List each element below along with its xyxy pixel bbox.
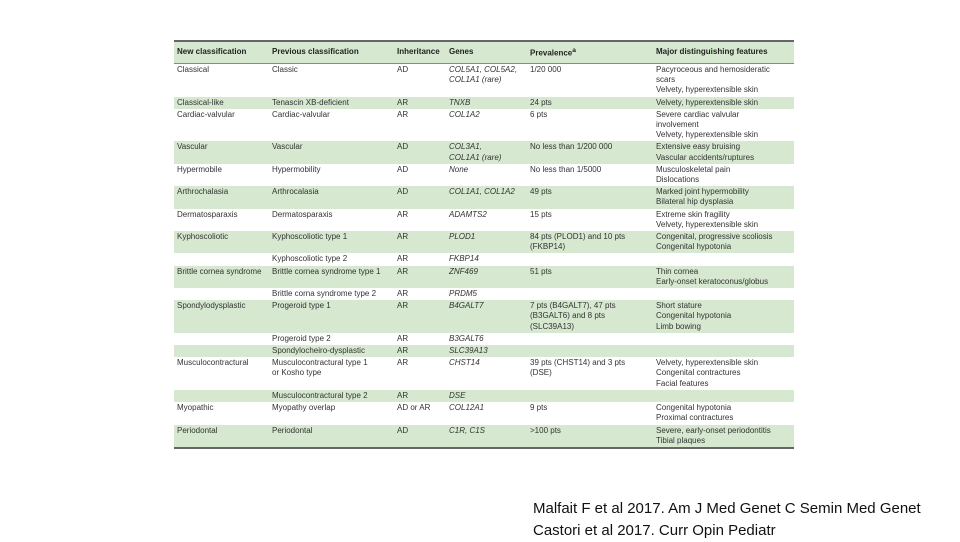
table-row <box>174 164 794 186</box>
cell-inheritance: AR <box>397 254 409 264</box>
cell-prevalence: 49 pts <box>527 186 653 208</box>
table-row <box>174 64 794 97</box>
citation-line-2: Castori et al 2017. Curr Opin Pediatr <box>533 522 776 539</box>
table-row <box>174 357 794 390</box>
cell-inheritance: AR <box>397 289 409 299</box>
cell-prevalence <box>527 345 653 357</box>
cell-prevalence <box>527 288 653 300</box>
cell-inheritance: AR <box>397 109 409 119</box>
cell-features <box>653 345 794 357</box>
cell-genes: COL12A1 <box>449 403 485 413</box>
table-header-row <box>174 41 794 64</box>
cell-inheritance: AR <box>397 333 409 343</box>
cell-features: Extreme skin fragility Velvety, hyperextensible skin <box>656 209 759 229</box>
cell-previous-classification: Classic <box>272 65 298 74</box>
header-new-classification: New classification <box>174 41 269 64</box>
cell-prevalence: 9 pts <box>530 403 548 413</box>
cell-features: Musculoskeletal pain Dislocations <box>656 164 731 185</box>
cell-inheritance: AR <box>394 300 446 333</box>
cell-features <box>653 288 794 300</box>
prevalence-footnote-marker: a <box>572 47 576 55</box>
classification-table <box>174 40 794 449</box>
cell-previous-classification: Myopathy overlap <box>272 403 336 413</box>
table-row <box>174 390 794 402</box>
cell-features: Velvety, hyperextensible skin <box>653 97 794 109</box>
cell-prevalence: No less than 1/200 000 <box>527 141 653 163</box>
cell-new-classification: Brittle cornea syndrome <box>174 266 269 288</box>
cell-inheritance: AD <box>394 141 446 163</box>
cell-inheritance: AD or AR <box>397 403 431 413</box>
cell-features: Severe cardiac valvular involvement Velvety, hyperextensible skin <box>656 109 759 140</box>
cell-genes: None <box>449 164 469 174</box>
cell-new-classification: Kyphoscoliotic <box>174 231 269 253</box>
cell-genes: COL3A1, COL1A1 (rare) <box>446 141 527 163</box>
cell-genes: CHST14 <box>449 358 480 368</box>
cell-previous-classification: Kyphoscoliotic type 2 <box>272 254 348 264</box>
cell-prevalence: 7 pts (B4GALT7), 47 pts (B3GALT6) and 8 pts (SLC39A13) <box>527 300 653 333</box>
cell-inheritance: AR <box>394 390 446 402</box>
cell-genes: TNXB <box>446 97 527 109</box>
cell-genes: PRDM5 <box>449 289 478 299</box>
table-row <box>174 345 794 357</box>
cell-genes: ZNF469 <box>446 266 527 288</box>
header-genes: Genes <box>446 41 527 64</box>
cell-previous-classification: Vascular <box>269 141 394 163</box>
cell-prevalence: No less than 1/5000 <box>530 164 602 174</box>
cell-previous-classification: Brittle corna syndrome type 2 <box>272 289 377 299</box>
cell-prevalence: 15 pts <box>530 209 552 219</box>
table-row <box>174 266 794 288</box>
cell-previous-classification: Dermatosparaxis <box>272 209 333 219</box>
cell-features: Extensive easy bruising Vascular accidents/ruptures <box>653 141 794 163</box>
cell-new-classification: Spondylodysplastic <box>174 300 269 333</box>
cell-inheritance: AR <box>394 97 446 109</box>
cell-new-classification: Dermatosparaxis <box>177 209 238 219</box>
table-row <box>174 97 794 109</box>
cell-prevalence <box>527 253 653 265</box>
cell-previous-classification: Tenascin XB-deficient <box>269 97 394 109</box>
cell-previous-classification: Progeroid type 2 <box>272 333 331 343</box>
header-major-features: Major distinguishing features <box>653 41 794 64</box>
table-row <box>174 109 794 142</box>
cell-features: Congenital hypotonia Proximal contractures <box>656 403 734 423</box>
cell-previous-classification: Spondylocheiro-dysplastic <box>269 345 394 357</box>
table-body <box>174 64 794 448</box>
cell-genes: FKBP14 <box>449 254 479 264</box>
cell-genes: COL5A1, COL5A2, COL1A1 (rare) <box>449 65 518 85</box>
cell-inheritance: AD <box>397 65 409 74</box>
header-previous-classification: Previous classification <box>269 41 394 64</box>
cell-inheritance: AR <box>397 209 409 219</box>
cell-features: Velvety, hyperextensible skin Congenital contractures Facial features <box>656 358 759 388</box>
table-row <box>174 300 794 333</box>
table-row <box>174 402 794 424</box>
cell-prevalence: 6 pts <box>530 109 548 119</box>
table-row <box>174 425 794 448</box>
cell-previous-classification: Cardiac-valvular <box>272 109 330 119</box>
table-row <box>174 231 794 253</box>
cell-prevalence <box>527 390 653 402</box>
cell-features <box>653 253 794 265</box>
cell-genes: C1R, C1S <box>446 425 527 448</box>
cell-inheritance: AD <box>397 164 409 174</box>
cell-features: Congenital, progressive scoliosis Congenital hypotonia <box>653 231 794 253</box>
cell-genes: DSE <box>446 390 527 402</box>
cell-features: Pacyroceous and hemosideratic scars Velvety, hyperextensible skin <box>656 65 770 95</box>
cell-prevalence: 24 pts <box>527 97 653 109</box>
cell-new-classification: Myopathic <box>177 403 214 413</box>
cell-features: Short stature Congenital hypotonia Limb bowing <box>653 300 794 333</box>
cell-genes: PLOD1 <box>446 231 527 253</box>
cell-features <box>653 333 794 345</box>
cell-features: Marked joint hypermobility Bilateral hip dysplasia <box>653 186 794 208</box>
cell-prevalence: 1/20 000 <box>530 65 562 74</box>
cell-prevalence: 51 pts <box>527 266 653 288</box>
cell-inheritance: AD <box>394 425 446 448</box>
table-row <box>174 186 794 208</box>
cell-inheritance: AR <box>394 231 446 253</box>
cell-previous-classification: Brittle cornea syndrome type 1 <box>269 266 394 288</box>
citation-line-1: Malfait F et al 2017. Am J Med Genet C Semin Med Genet <box>533 500 921 517</box>
cell-genes: ADAMTS2 <box>449 209 487 219</box>
cell-prevalence <box>527 333 653 345</box>
cell-previous-classification: Musculocontractural type 1 or Kosho type <box>272 358 368 378</box>
cell-new-classification: Musculocontractural <box>177 358 249 368</box>
cell-genes: COL1A2 <box>449 109 480 119</box>
cell-inheritance: AR <box>394 345 446 357</box>
table-row <box>174 288 794 300</box>
cell-previous-classification: Arthrocalasia <box>269 186 394 208</box>
cell-new-classification: Periodontal <box>174 425 269 448</box>
table-row <box>174 141 794 163</box>
cell-new-classification: Arthrochalasia <box>174 186 269 208</box>
cell-genes: B4GALT7 <box>446 300 527 333</box>
cell-new-classification: Classical-like <box>174 97 269 109</box>
cell-previous-classification: Kyphoscoliotic type 1 <box>269 231 394 253</box>
cell-prevalence: 84 pts (PLOD1) and 10 pts (FKBP14) <box>527 231 653 253</box>
cell-new-classification: Hypermobile <box>177 164 222 174</box>
header-inheritance: Inheritance <box>394 41 446 64</box>
citation <box>533 498 921 542</box>
cell-inheritance: AD <box>394 186 446 208</box>
cell-new-classification: Cardiac-valvular <box>177 109 235 119</box>
header-prevalence: Prevalence$^a$ <box>527 41 653 64</box>
cell-new-classification <box>174 288 269 300</box>
cell-new-classification: Classical <box>177 65 210 74</box>
cell-previous-classification: Periodontal <box>269 425 394 448</box>
cell-genes: SLC39A13 <box>446 345 527 357</box>
cell-new-classification <box>174 253 269 265</box>
table-row <box>174 333 794 345</box>
cell-features: Thin cornea Early-onset keratoconus/globus <box>653 266 794 288</box>
cell-genes: B3GALT6 <box>449 333 484 343</box>
cell-new-classification <box>174 390 269 402</box>
cell-features <box>653 390 794 402</box>
cell-inheritance: AR <box>397 358 409 368</box>
cell-features: Severe, early-onset periodontitis Tibial plaques <box>653 425 794 448</box>
table-row <box>174 209 794 231</box>
cell-prevalence: >100 pts <box>527 425 653 448</box>
cell-new-classification <box>174 333 269 345</box>
table-row <box>174 253 794 265</box>
cell-previous-classification: Musculocontractural type 2 <box>269 390 394 402</box>
cell-new-classification: Vascular <box>174 141 269 163</box>
cell-prevalence: 39 pts (CHST14) and 3 pts (DSE) <box>530 358 626 378</box>
cell-previous-classification: Progeroid type 1 <box>269 300 394 333</box>
cell-previous-classification: Hypermobility <box>272 164 321 174</box>
cell-genes: COL1A1, COL1A2 <box>446 186 527 208</box>
cell-inheritance: AR <box>394 266 446 288</box>
cell-new-classification <box>174 345 269 357</box>
